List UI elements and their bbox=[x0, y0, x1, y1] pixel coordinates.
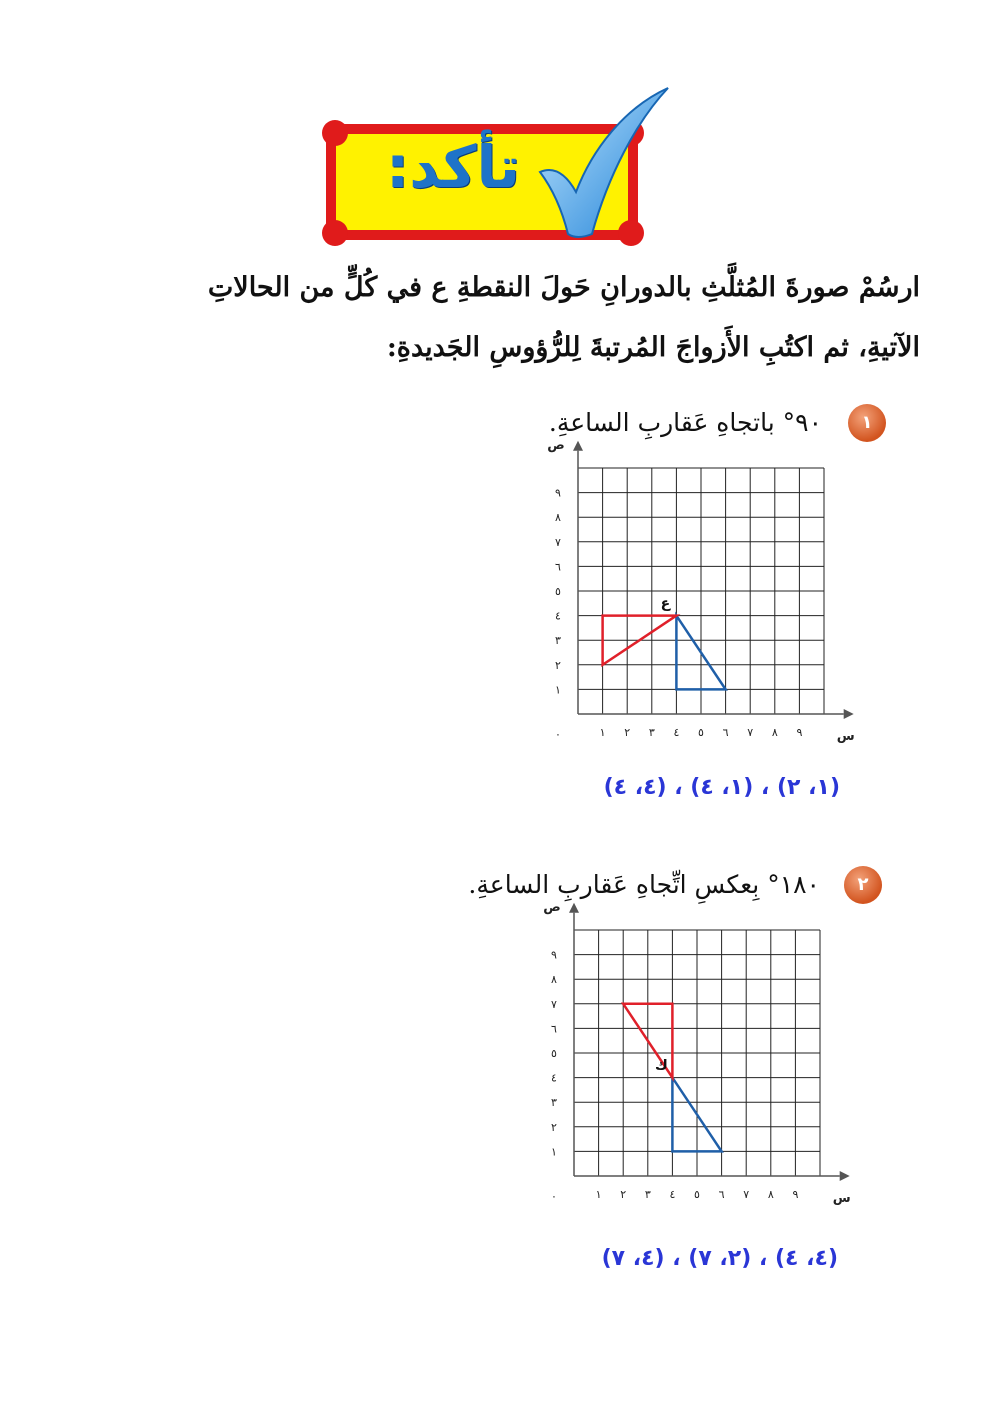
x-axis-arrow bbox=[840, 1171, 850, 1181]
answer-text: (١، ٢) ، (١، ٤) ، (٤، ٤) bbox=[603, 775, 840, 800]
answer-text: (٤، ٤) ، (٢، ٧) ، (٤، ٧) bbox=[601, 1246, 838, 1271]
exercise-number-badge: ٢ bbox=[844, 866, 882, 904]
exercise-number-badge: ١ bbox=[848, 404, 886, 442]
exercise-prompt: ٩٠° باتجاهِ عَقاربِ الساعةِ. bbox=[548, 408, 822, 437]
y-tick-label: ٢ bbox=[555, 658, 561, 672]
x-tick-label: ٧ bbox=[747, 726, 754, 739]
x-tick-label: ٨ bbox=[771, 726, 778, 739]
y-tick-label: ٦ bbox=[555, 560, 561, 574]
x-tick-label: ١ bbox=[595, 1188, 602, 1201]
x-tick-label: ٣ bbox=[648, 726, 655, 739]
instruction-line: ارسُمْ صورةَ المُثلَّثِ بالدورانِ حَولَ النقطةِ ع في كُلٍّ من الحالاتِ bbox=[207, 272, 920, 303]
exercise-prompt: ١٨٠° بِعكسِ اتِّجاهِ عَقاربِ الساعةِ. bbox=[468, 870, 820, 899]
x-tick-label: ٦ bbox=[722, 726, 729, 739]
y-tick-label: ٧ bbox=[551, 997, 557, 1011]
y-tick-label: ٩ bbox=[555, 486, 561, 500]
y-tick-label: ٦ bbox=[551, 1022, 557, 1036]
rotation-center-label: ك bbox=[654, 1057, 668, 1074]
x-tick-label: ٤ bbox=[673, 726, 680, 739]
x-axis-label: س bbox=[836, 729, 855, 744]
y-axis-arrow bbox=[569, 903, 579, 913]
y-tick-label: ٩ bbox=[551, 948, 557, 962]
y-tick-label: ٤ bbox=[551, 1071, 557, 1085]
x-tick-label: ٤ bbox=[669, 1188, 676, 1201]
y-tick-label: ٣ bbox=[555, 634, 561, 648]
y-tick-label: ٥ bbox=[551, 1047, 557, 1060]
y-tick-label: ٤ bbox=[555, 609, 561, 623]
y-axis-arrow bbox=[573, 441, 583, 451]
x-tick-label: ٢ bbox=[624, 726, 631, 739]
y-tick-label: ١ bbox=[551, 1145, 557, 1159]
x-tick-label: ٥ bbox=[698, 726, 704, 739]
x-tick-label: ٦ bbox=[718, 1188, 725, 1201]
x-tick-label: ٢ bbox=[620, 1188, 627, 1201]
banner-title: تأكد: bbox=[386, 133, 520, 201]
y-tick-label: ٨ bbox=[555, 511, 561, 525]
x-axis-arrow bbox=[844, 709, 854, 719]
x-tick-label: ٧ bbox=[743, 1188, 750, 1201]
y-tick-label: ٥ bbox=[555, 585, 561, 598]
x-tick-label: ٣ bbox=[644, 1188, 651, 1201]
x-tick-label: ٩ bbox=[792, 1188, 799, 1201]
x-tick-label: ٩ bbox=[796, 726, 803, 739]
check-mark-icon bbox=[532, 84, 674, 242]
y-tick-label: ٢ bbox=[551, 1120, 557, 1134]
x-tick-label: ١ bbox=[599, 726, 606, 739]
instruction-line: الآتيةِ، ثم اكتُبِ الأَزواجَ المُرتبةَ لِلرُّؤوسِ الجَديدةِ: bbox=[386, 332, 920, 363]
origin-label: ٠ bbox=[555, 728, 561, 741]
rotation-center-label: ع bbox=[660, 595, 671, 612]
y-axis-label: ص bbox=[543, 899, 561, 915]
y-axis-label: ص bbox=[547, 437, 565, 453]
origin-label: ٠ bbox=[551, 1190, 557, 1203]
y-tick-label: ١ bbox=[555, 683, 561, 697]
x-axis-label: س bbox=[832, 1191, 851, 1206]
y-tick-label: ٧ bbox=[555, 535, 561, 549]
y-tick-label: ٨ bbox=[551, 973, 557, 987]
banner-corner bbox=[322, 220, 348, 246]
x-tick-label: ٥ bbox=[694, 1188, 700, 1201]
coordinate-grid-chart bbox=[538, 437, 855, 746]
coordinate-grid-chart bbox=[514, 899, 851, 1214]
banner-corner bbox=[322, 120, 348, 146]
x-tick-label: ٨ bbox=[767, 1188, 774, 1201]
y-tick-label: ٣ bbox=[551, 1096, 557, 1110]
